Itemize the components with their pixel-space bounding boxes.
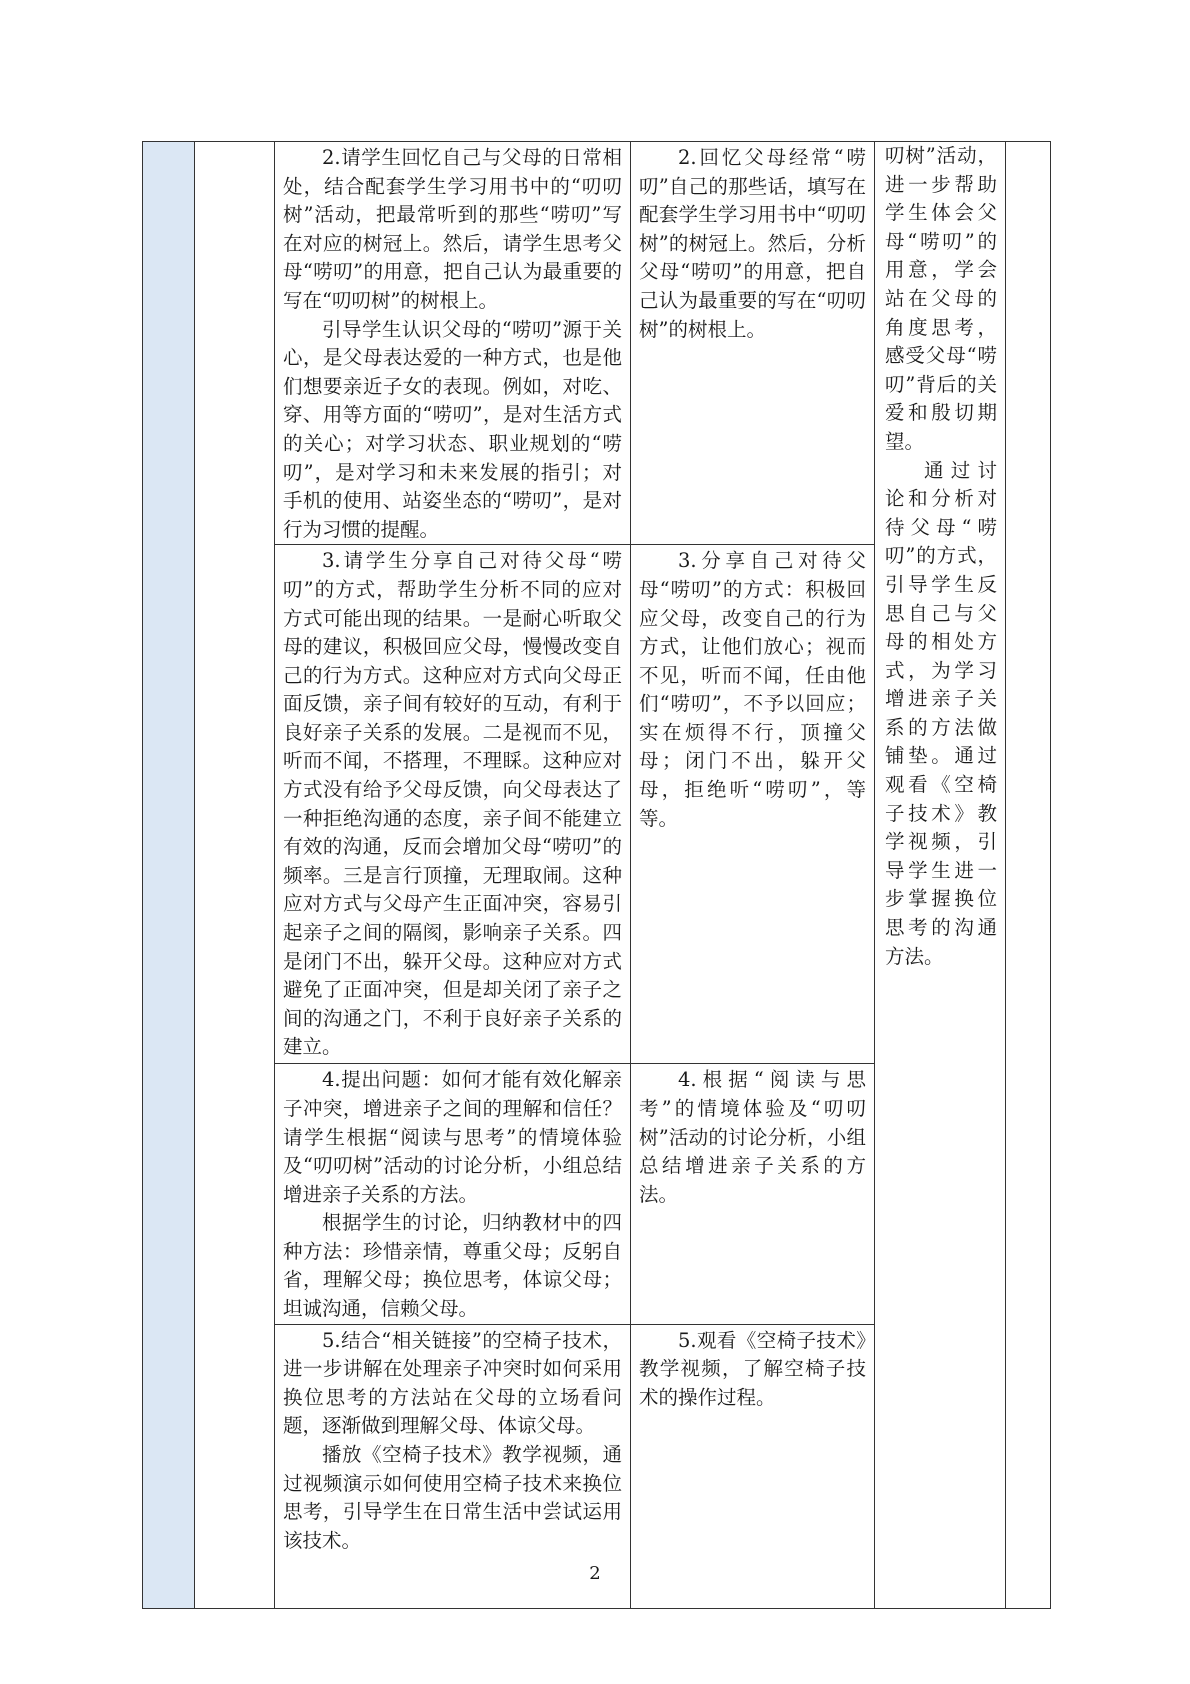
stage-subcell [195,142,275,1609]
intent-paragraph: 通过讨论和分析对待父母“唠叨”的方式，引导学生反思自己与父母的相处方式，为学习增进亲子关系的方法做铺垫。通过观看《空椅子技术》教学视频，引导学生进一步掌握换位思考的沟通方法。 [885,458,997,968]
student-paragraph: 4.根据“阅读与思考”的情境体验及“叨叨树”活动的讨论分析，小组总结增进亲子关系的方法。 [639,1068,866,1206]
student-activity-cell [631,1064,875,1324]
student-paragraph: 5.观看《空椅子技术》教学视频，了解空椅子技术的操作过程。 [639,1328,866,1409]
teacher-activity-cell [275,545,631,1064]
teacher-paragraph: 4.提出问题：如何才能有效化解亲子冲突，增进亲子之间的理解和信任？请学生根据“阅读与思考”的情境体验及“叨叨树”活动的讨论分析，小组总结增进亲子关系的方法。 [283,1068,622,1206]
notes-cell [1006,142,1051,1609]
teacher-paragraph: 2.请学生回忆自己与父母的日常相处，结合配套学生学习用书中的“叨叨树”活动，把最常听到的那些“唠叨”写在对应的树冠上。然后，请学生思考父母“唠叨”的用意，把自己认为最重要的写在“叨叨树”的树根上。 [283,146,622,312]
intent-paragraph: 叨树”活动，进一步帮助学生体会父母“唠叨”的用意，学会站在父母的角度思考，感受父母“唠叨”背后的关爱和殷切期望。 [885,144,997,453]
student-activity-cell [631,142,875,545]
teacher-paragraph: 播放《空椅子技术》教学视频，通过视频演示如何使用空椅子技术来换位思考，引导学生在日常生活中尝试运用该技术。 [283,1443,622,1552]
teacher-paragraph: 3.请学生分享自己对待父母“唠叨”的方式，帮助学生分析不同的应对方式可能出现的结果。一是耐心听取父母的建议，积极回应父母，慢慢改变自己的行为方式。这种应对方式向父母正面反馈，亲子间有较好的互动，有利于良好亲子关系的发展。二是视而不见，听而不闻，不搭理，不理睬。这种应对方式没有给予父母反馈，向父母表达了一种拒绝沟通的态度，亲子间不能建立有效的沟通，反而会增加父母“唠叨”的频率。三是言行顶撞，无理取闹。这种应对方式与父母产生正面冲突，容易引起亲子之间的隔阂，影响亲子关系。四是闭门不出，躲开父母。这种应对方式避免了正面冲突，但是却关闭了亲子之间的沟通之门，不利于良好亲子关系的建立。 [283,549,622,1059]
teacher-paragraph: 5.结合“相关链接”的空椅子技术，进一步讲解在处理亲子冲突时如何采用换位思考的方法站在父母的立场看问题，逐渐做到理解父母、体谅父母。 [283,1328,622,1438]
student-paragraph: 3.分享自己对待父母“唠叨”的方式：积极回应父母，改变自己的行为方式，让他们放心；视而不见，听而不闻，任由他们“唠叨”，不予以回应；实在烦得不行，顶撞父母；闭门不出，躲开父母，拒绝听“唠叨”，等等。 [639,549,866,830]
page-number: 2 [589,1563,601,1584]
teacher-activity-cell [275,142,631,545]
student-activity-cell [631,545,875,1064]
teacher-paragraph: 引导学生认识父母的“唠叨”源于关心，是父母表达爱的一种方式，也是他们想要亲近子女的表现。例如，对吃、穿、用等方面的“唠叨”，是对生活方式的关心；对学习状态、职业规划的“唠叨”，是对学习和未来发展的指引；对手机的使用、站姿坐态的“唠叨”，是对行为习惯的提醒。 [283,317,622,541]
lesson-plan-table [142,141,1051,1609]
teacher-activity-cell [275,1064,631,1324]
design-intent-cell [875,142,1006,1609]
stage-cell [143,142,195,1609]
student-paragraph: 2.回忆父母经常“唠叨”自己的那些话，填写在配套学生学习用书中“叨叨树”的树冠上。然后，分析父母“唠叨”的用意，把自己认为最重要的写在“叨叨树”的树根上。 [639,146,866,341]
teacher-paragraph: 根据学生的讨论，归纳教材中的四种方法：珍惜亲情，尊重父母；反躬自省，理解父母；换位思考，体谅父母；坦诚沟通，信赖父母。 [283,1211,622,1321]
